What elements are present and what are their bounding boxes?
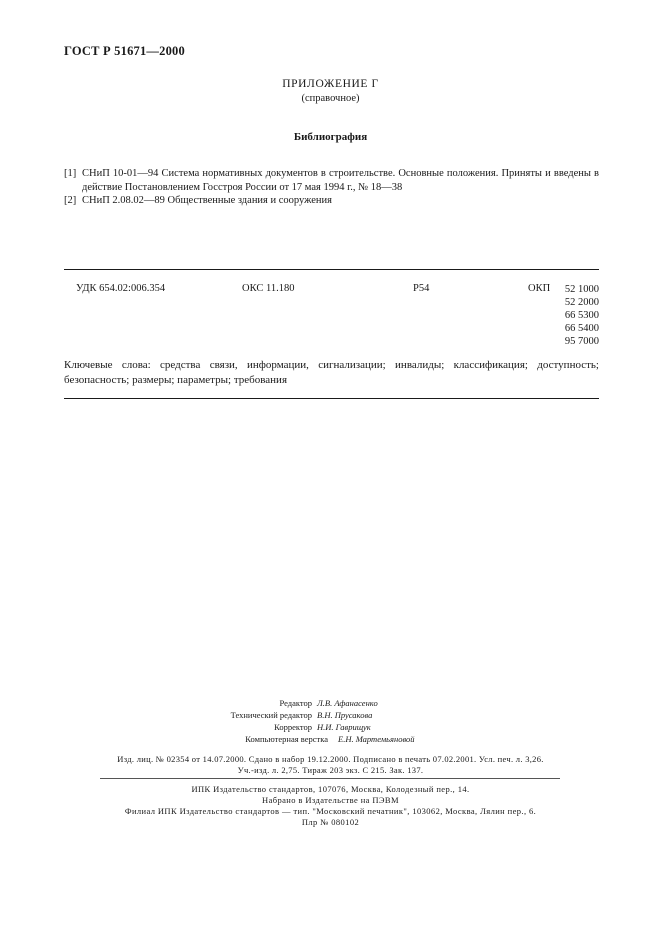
bibliography-item-number: [2] <box>64 195 77 206</box>
group-code: Р54 <box>413 283 430 294</box>
okp-code: 52 2000 <box>564 297 599 308</box>
okp-label: ОКП <box>528 283 551 294</box>
publisher-line: Филиал ИПК Издательство стандартов — тип. "Московский печатник", 103062, Москва, Лялин пер., 6. <box>124 806 537 816</box>
credit-name: В.Н. Прусакова <box>317 710 373 720</box>
credit-role: Редактор <box>279 698 312 708</box>
credit-name: Н.И. Гаврищук <box>317 722 371 732</box>
publisher-line: ИПК Издательство стандартов, 107076, Москва, Колодезный пер., 14. <box>191 784 470 794</box>
credit-name: Е.Н. Мартемьяновой <box>338 734 415 744</box>
okp-code: 66 5400 <box>564 323 599 334</box>
bibliography-item-text: СНиП 2.08.02—89 Общественные здания и сооружения <box>82 195 332 206</box>
udc-code: УДК 654.02:006.354 <box>76 283 166 294</box>
bibliography-item-number: [1] <box>64 168 77 179</box>
imprint-rule <box>100 778 560 779</box>
okp-code: 95 7000 <box>564 336 599 347</box>
bibliography-item-text: СНиП 10-01—94 Система нормативных документов в строительстве. Основные положения. Приняты и введены в действие Постановлением Госстроя России от 17 мая 1994 г., № 18—38 <box>82 168 599 193</box>
credit-role: Технический редактор <box>230 710 312 720</box>
appendix-title: ПРИЛОЖЕНИЕ Г <box>282 78 379 90</box>
bottom-rule <box>64 398 599 399</box>
credit-role: Компьютерная верстка <box>245 734 328 744</box>
document-code: ГОСТ Р 51671—2000 <box>64 44 185 58</box>
top-rule <box>64 269 599 270</box>
okp-code-list <box>555 283 599 348</box>
keywords: Ключевые слова: средства связи, информации, сигнализации; инвалиды; классификация; доступность; безопасность; размеры; параметры; требования <box>64 359 599 386</box>
publisher-line: Набрано в Издательстве на ПЭВМ <box>262 795 399 805</box>
imprint-line: Изд. лиц. № 02354 от 14.07.2000. Сдано в набор 19.12.2000. Подписано в печать 07.02.2001. Усл. печ. л. 3,26. <box>117 754 544 764</box>
credit-name: Л.В. Афанасенко <box>317 698 378 708</box>
bibliography-item <box>64 167 599 194</box>
okp-code: 66 5300 <box>564 310 599 321</box>
oks-code: ОКС 11.180 <box>242 283 295 294</box>
appendix-subtitle: (справочное) <box>301 93 360 104</box>
credit-role: Корректор <box>274 722 312 732</box>
imprint-line: Уч.-изд. л. 2,75. Тираж 203 экз. С 215. Зак. 137. <box>237 765 424 775</box>
okp-code: 52 1000 <box>564 284 599 295</box>
publisher-line: Плр № 080102 <box>301 817 360 827</box>
bibliography-item <box>64 194 599 208</box>
bibliography-title: Библиография <box>293 131 368 143</box>
